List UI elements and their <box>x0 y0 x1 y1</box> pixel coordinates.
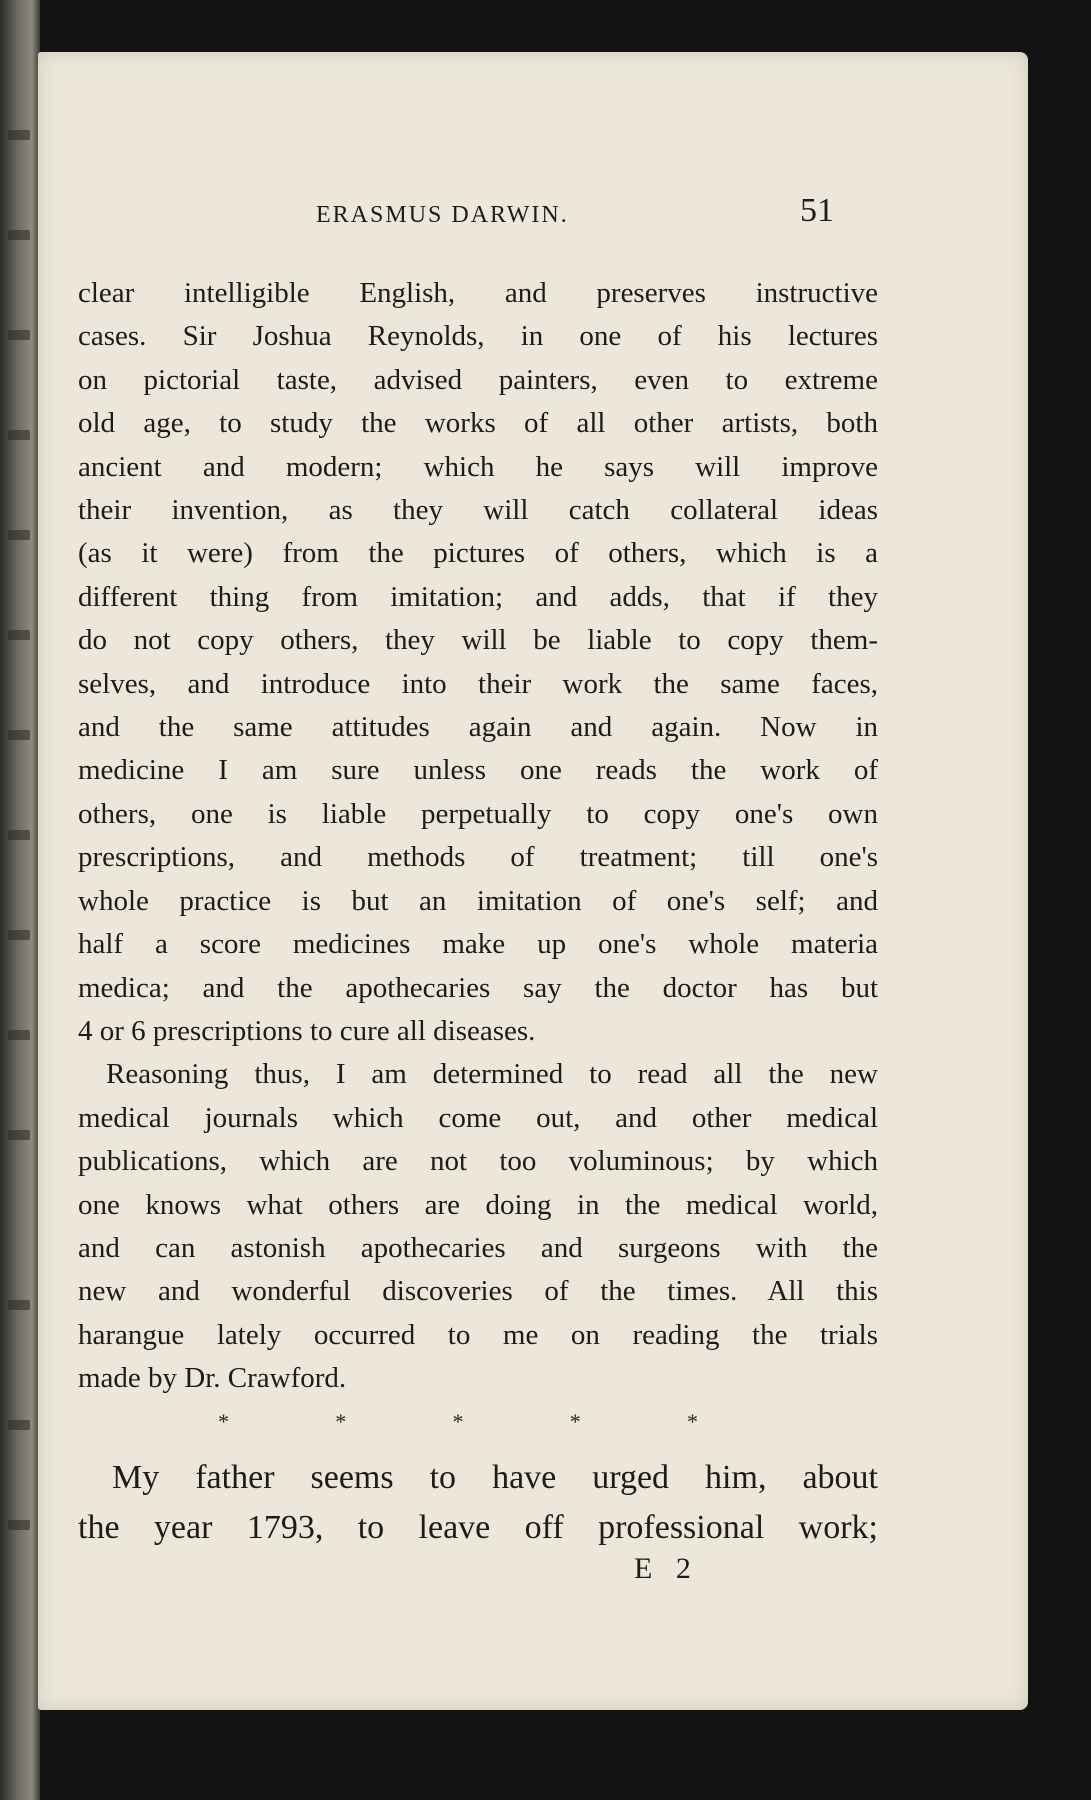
text-line: (as it were) from the pictures of others, which is a <box>78 537 878 570</box>
text-line: do not copy others, they will be liable to copy them- <box>78 624 878 657</box>
body-text <box>78 272 878 1553</box>
bleed-mark <box>8 130 30 140</box>
text-line: old age, to study the works of all other artists, both <box>78 407 878 440</box>
section-separator <box>218 1409 698 1435</box>
text-line: clear intelligible English, and preserves instructive <box>78 277 878 309</box>
bleed-mark <box>8 430 30 440</box>
text-line: different thing from imitation; and adds, that if they <box>78 580 878 613</box>
bleed-mark <box>8 530 30 540</box>
text-line: ancient and modern; which he says will improve <box>78 450 878 483</box>
asterisk: * <box>452 1408 464 1434</box>
book-spine-edge <box>0 0 40 1800</box>
text-line: medical journals which come out, and other medical <box>78 1101 878 1134</box>
text-line: 4 or 6 prescriptions to cure all diseases. <box>78 1014 536 1047</box>
bleed-mark <box>8 830 30 840</box>
bleed-mark <box>8 1130 30 1140</box>
asterisk: * <box>335 1408 347 1434</box>
bleed-mark <box>8 930 30 940</box>
paragraph-narrative <box>78 1453 878 1553</box>
text-line: and the same attitudes again and again. Now in <box>78 711 878 744</box>
text-line: Reasoning thus, I am determined to read all the new <box>106 1058 878 1091</box>
bleed-mark <box>8 630 30 640</box>
bleed-mark <box>8 1420 30 1430</box>
text-line: My father seems to have urged him, about <box>112 1458 878 1496</box>
text-line: publications, which are not too voluminous; by which <box>78 1145 878 1178</box>
text-line: and can astonish apothecaries and surgeons with the <box>78 1231 878 1264</box>
text-line: harangue lately occurred to me on reading the trials <box>78 1318 878 1351</box>
book-page <box>38 52 1028 1710</box>
text-line: medica; and the apothecaries say the doctor has but <box>78 971 878 1004</box>
paragraph-continued <box>78 272 878 1053</box>
text-line: one knows what others are doing in the medical world, <box>78 1188 878 1221</box>
paragraph-reasoning <box>78 1053 878 1400</box>
text-line: the year 1793, to leave off professional work; <box>78 1508 878 1546</box>
bleed-mark <box>8 1030 30 1040</box>
asterisk: * <box>569 1408 581 1434</box>
text-line: their invention, as they will catch collateral ideas <box>78 494 878 527</box>
text-line: medicine I am sure unless one reads the work of <box>78 754 878 787</box>
asterisk: * <box>218 1408 229 1434</box>
bleed-mark <box>8 1300 30 1310</box>
signature-mark: E 2 <box>634 1552 699 1585</box>
text-line: half a score medicines make up one's whole materia <box>78 928 878 961</box>
page-number: 51 <box>800 192 834 229</box>
text-line: new and wonderful discoveries of the times. All this <box>78 1275 878 1308</box>
text-line: on pictorial taste, advised painters, even to extreme <box>78 363 878 396</box>
asterisk: * <box>687 1408 698 1434</box>
text-line: whole practice is but an imitation of one's self; and <box>78 884 878 917</box>
text-line: prescriptions, and methods of treatment; till one's <box>78 841 878 874</box>
bleed-mark <box>8 330 30 340</box>
bleed-mark <box>8 230 30 240</box>
text-line: cases. Sir Joshua Reynolds, in one of his lectures <box>78 320 878 353</box>
bleed-mark <box>8 730 30 740</box>
text-line: selves, and introduce into their work the same faces, <box>78 667 878 700</box>
running-title: ERASMUS DARWIN. <box>316 202 569 228</box>
text-line: others, one is liable perpetually to copy one's own <box>78 797 878 830</box>
text-line: made by Dr. Crawford. <box>78 1362 347 1395</box>
page-header <box>38 192 1028 252</box>
bleed-mark <box>8 1520 30 1530</box>
